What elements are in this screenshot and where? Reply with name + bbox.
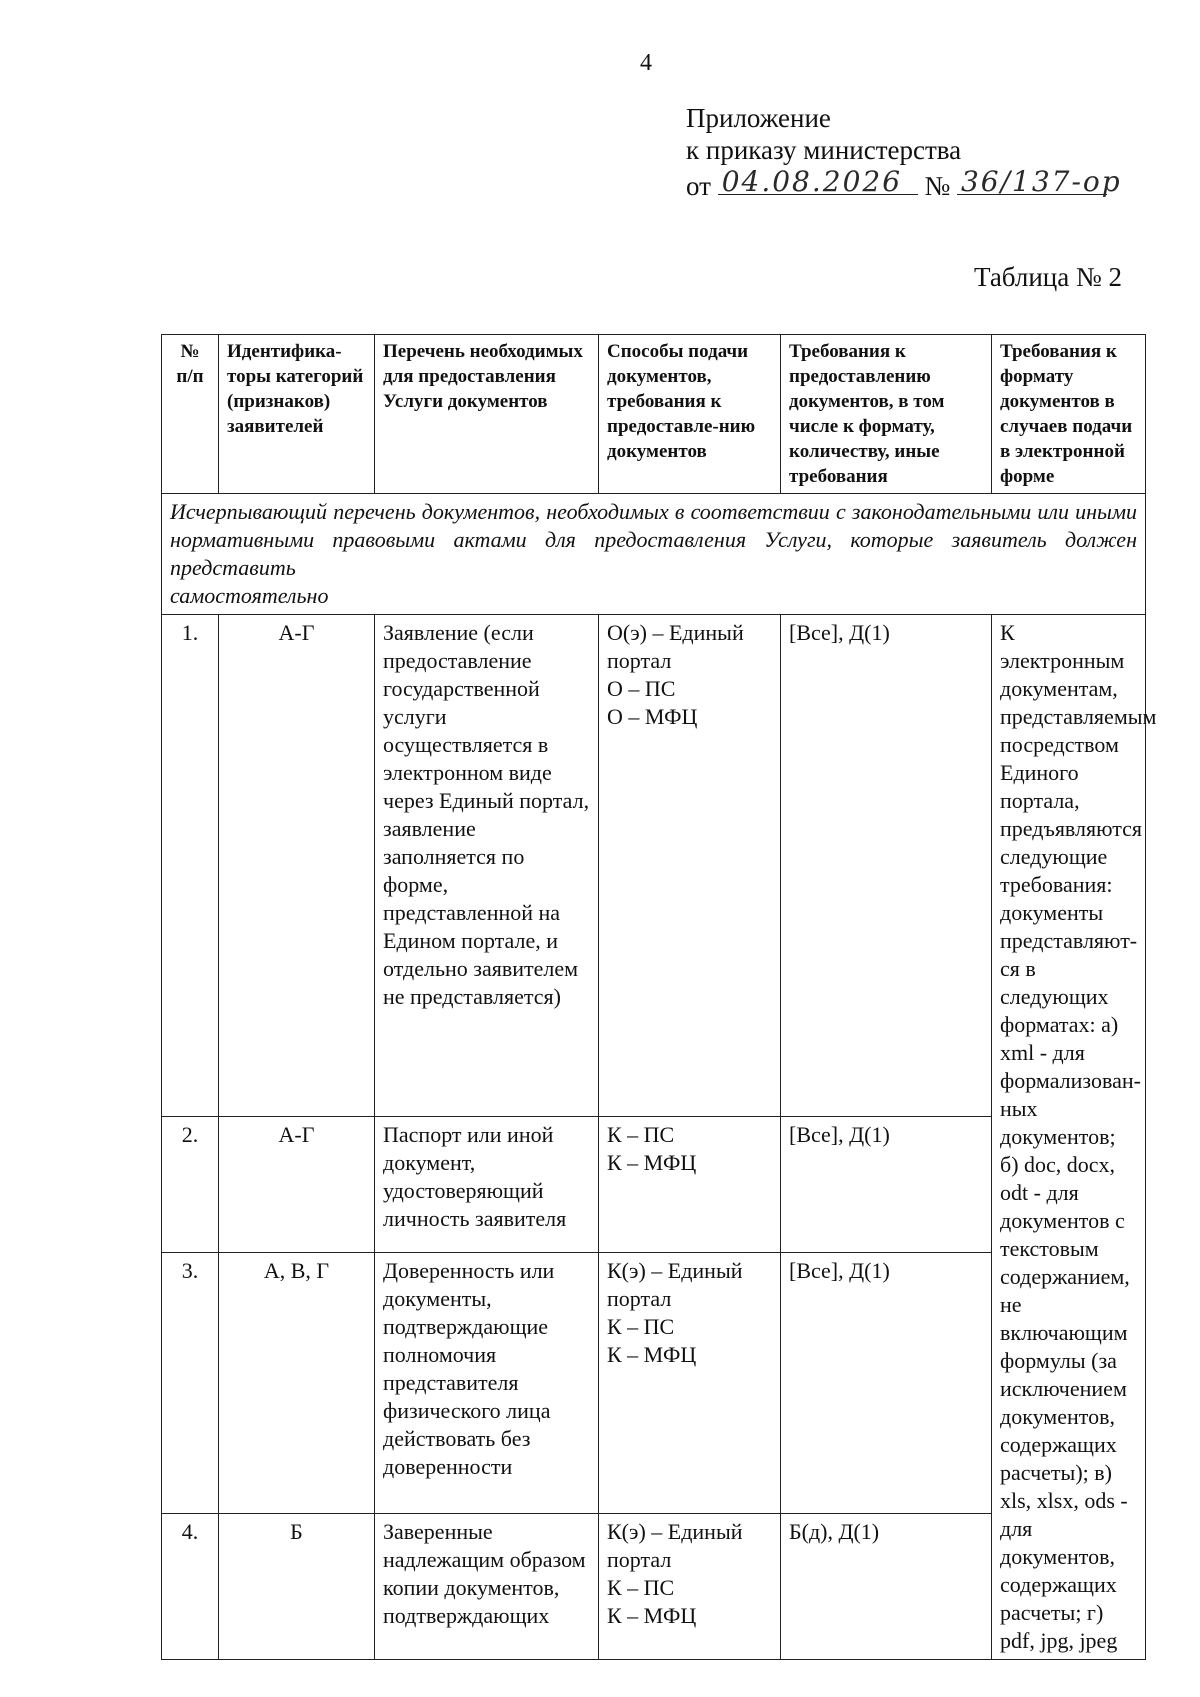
- row-document: Заявление (если предоставление государственной услуги осуществляется в электронном виде через Единый портал, заявление заполняется по форме, представленной на Едином портале, и отдельно заявителем не представляется): [375, 615, 599, 1117]
- row-methods: [599, 1514, 781, 1660]
- section-title-last: самостоятельно: [170, 583, 329, 608]
- header-list: Перечень необходимых для предоставления Услуги документов: [375, 335, 599, 494]
- section-title-row: [162, 494, 1146, 615]
- header-methods: Способы подачи документов, требования к предоставле-нию документов: [599, 335, 781, 494]
- table-header-row: [162, 335, 1146, 494]
- row-methods: [599, 615, 781, 1117]
- appendix-title: Приложение: [686, 103, 831, 133]
- row-document: Доверенность или документы, подтверждающие полномочия представителя физического лица действовать без доверенности: [375, 1252, 599, 1513]
- method-line: К – МФЦ: [607, 1150, 697, 1176]
- appendix-date-number-line: [686, 165, 1122, 202]
- section-title: [162, 494, 1146, 615]
- method-line: К – ПС: [607, 1122, 675, 1148]
- order-date-handwritten: 04.08.2026: [721, 165, 903, 198]
- row-num: 1.: [162, 615, 219, 1117]
- section-title-text: Исчерпывающий перечень документов, необходимых в соответствии с законодательными или иными нормативными правовыми актами для предоставления Услуги, которые заявитель должен представить: [170, 499, 1137, 580]
- from-label: от: [686, 171, 711, 201]
- row-requirements: [Все], Д(1): [781, 615, 992, 1117]
- order-number-handwritten: 36/137-op: [960, 165, 1122, 198]
- row-document: Паспорт или иной документ, удостоверяющий личность заявителя: [375, 1117, 599, 1253]
- row-requirements: [Все], Д(1): [781, 1117, 992, 1253]
- order-date-field: [718, 165, 918, 198]
- row-methods: [599, 1252, 781, 1513]
- row-requirements: [Все], Д(1): [781, 1252, 992, 1513]
- documents-table: [161, 334, 1157, 1660]
- method-line: К(э) – Единый портал: [607, 1257, 743, 1311]
- row-num: 4.: [162, 1514, 219, 1660]
- method-line: К(э) – Единый портал: [607, 1519, 743, 1573]
- row-document: Заверенные надлежащим образом копии документов, подтверждающих: [375, 1514, 599, 1660]
- row-num: 3.: [162, 1252, 219, 1513]
- method-line: О(э) – Единый портал: [607, 620, 744, 673]
- page-number: 4: [640, 50, 652, 76]
- row-num: 2.: [162, 1117, 219, 1253]
- format-requirements: К электронным документам, представляемым посредством Единого портала, предъявляются следующие требования: документы представляют-ся в следующих форматах: а) xml - для формализован-ных документов; б) doc, docx, odt - для документов с текстовым содержанием, не включающим формулы (за исключением документов, содержащих расчеты); в) xls, xlsx, ods - для документов, содержащих расчеты; г) pdf, jpg, jpeg: [992, 615, 1146, 1660]
- appendix-subtitle: к приказу министерства: [686, 135, 962, 165]
- method-line: К – ПС: [607, 1313, 675, 1339]
- number-label: №: [924, 171, 951, 201]
- appendix-header: [686, 102, 1122, 202]
- header-ids: Идентифика-торы категорий (признаков) заявителей: [219, 335, 375, 494]
- method-line: К – МФЦ: [607, 1603, 697, 1629]
- method-line: К – ПС: [607, 1575, 675, 1601]
- method-line: К – МФЦ: [607, 1341, 697, 1367]
- row-applicant-id: А-Г: [219, 1117, 375, 1253]
- method-line: О – ПС: [607, 676, 676, 701]
- row-methods: [599, 1117, 781, 1253]
- row-applicant-id: А-Г: [219, 615, 375, 1117]
- header-format: Требования к формату документов в случаев подачи в электронной форме: [992, 335, 1146, 494]
- row-requirements: Б(д), Д(1): [781, 1514, 992, 1660]
- table-row: [162, 615, 1146, 1117]
- table-caption: Таблица № 2: [974, 262, 1122, 292]
- header-requirements: Требования к предоставлению документов, в том числе к формату, количеству, иные требования: [781, 335, 992, 494]
- row-applicant-id: А, В, Г: [219, 1252, 375, 1513]
- method-line: О – МФЦ: [607, 704, 698, 729]
- order-number-field: [957, 165, 1122, 198]
- row-applicant-id: Б: [219, 1514, 375, 1660]
- header-num: № п/п: [162, 335, 219, 494]
